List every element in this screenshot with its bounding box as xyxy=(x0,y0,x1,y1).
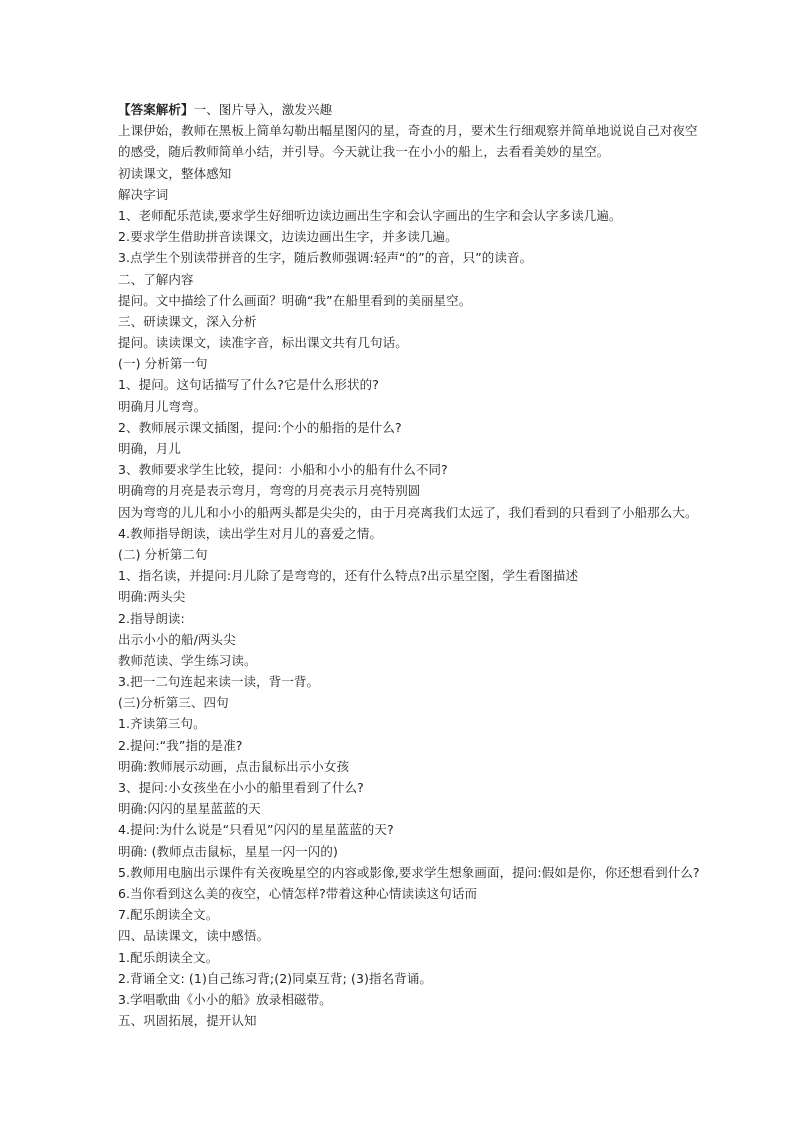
text-line: 2.要求学生借助拼音读课文，边读边画出生字，并多读几遍。 xyxy=(118,229,458,245)
text-line: 2、教师展示课文插图，提问:个小的船指的是什么? xyxy=(118,419,402,435)
text-line: 教师范读、学生练习读。 xyxy=(118,652,257,668)
text-line: 提问。读读课文，读准字音，标出课文共有几句话。 xyxy=(118,335,408,351)
text-line: 1、提问。这句话描写了什么?它是什么形状的? xyxy=(118,377,379,393)
text-line: 7.配乐朗读全文。 xyxy=(118,907,219,923)
text-line: 1、指名读，并提问:月儿除了是弯弯的，还有什么特点?出示星空图，学生看图描述 xyxy=(118,568,579,584)
text-line: 1、老师配乐范读,要求学生好细听边读边画出生字和会认字画出的生字和会认字多读几遍。 xyxy=(118,207,622,223)
document-body xyxy=(118,99,718,1031)
text-line: 2.背诵全文: (1)自己练习背;(2)同桌互背; (3)指名背诵。 xyxy=(118,970,433,986)
text-line: 6.当你看到这么美的夜空，心情怎样?带着这种心情读读这句话而 xyxy=(118,885,478,901)
text-line: 3、提问:小女孩坐在小小的船里看到了什么? xyxy=(118,780,364,795)
text-line: (三)分析第三、四句 xyxy=(118,695,229,711)
answer-heading xyxy=(118,99,718,120)
text-line: 4.教师指导朗读，读出学生对月儿的喜爱之情。 xyxy=(118,525,383,541)
text-line: 因为弯弯的儿儿和小小的船两头都是尖尖的，由于月亮离我们太远了，我们看到的只看到了小船那么大。 xyxy=(118,504,698,520)
text-line: 二、了解内容 xyxy=(118,271,194,287)
text-line: 1.配乐朗读全文。 xyxy=(118,949,219,965)
text-line: 5.教师用电脑出示课件有关夜晚星空的内容或影像,要求学生想象画面，提问:假如是你，你还想看到什么? xyxy=(118,864,700,880)
text-line: 2.指导朗读: xyxy=(118,610,185,626)
text-line: 提问。文中描绘了什么画面？明确“我”在船里看到的美丽星空。 xyxy=(118,292,472,308)
text-line: (二) 分析第二句 xyxy=(118,546,208,562)
text-line: 明确月儿弯弯。 xyxy=(118,398,207,414)
text-line: 明确:闪闪的星星蓝蓝的天 xyxy=(118,801,261,817)
text-line: 上课伊始，教师在黑板上简单勾勒出幅星图闪的星，奇查的月，要术生行细观察并简单地说说自己对夜空 xyxy=(118,123,698,139)
text-line: 明确:教师展示动画，点击鼠标出示小女孩 xyxy=(118,758,350,774)
text-line: 解决字词 xyxy=(118,186,169,202)
text-line: 初读课文，整体感知 xyxy=(118,165,232,181)
text-line: 1.齐读第三句。 xyxy=(118,716,206,732)
text-line: 五、巩固拓展，提开认知 xyxy=(118,1013,257,1029)
text-line: 2.提问:“我”指的是准? xyxy=(118,737,243,753)
text-line: 4.提问:为什么说是“只看见”闪闪的星星蓝蓝的天? xyxy=(118,822,394,838)
text-line: 四、品读课文，读中感悟。 xyxy=(118,928,270,944)
text-line: 明确: (教师点击鼠标，星星一闪一闪的) xyxy=(118,843,338,859)
text-line: (一) 分析第一句 xyxy=(118,356,208,372)
text-line: 明确，月儿 xyxy=(118,441,182,456)
answer-analysis-label: 【答案解析】 xyxy=(118,102,194,117)
text-line: 三、研读课文，深入分析 xyxy=(118,313,257,329)
section-title: 一、图片导入，激发兴趣 xyxy=(193,102,333,117)
text-line: 的感受，随后教师简单小结，并引导。今天就让我一在小小的船上，去看看美妙的星空。 xyxy=(118,144,610,160)
text-line: 明确弯的月亮是表示弯月，弯弯的月亮表示月亮特别圆 xyxy=(118,483,421,499)
text-line: 明确:两头尖 xyxy=(118,589,186,605)
text-line: 3.点学生个别读带拼音的生字，随后教师强调:轻声“的”的音，只”的读音。 xyxy=(118,250,533,266)
text-line: 3、教师要求学生比较，提问：小船和小小的船有什么不同? xyxy=(118,462,448,478)
text-line: 3.学唱歌曲《小小的船》放录相磁带。 xyxy=(118,991,332,1007)
text-line: 3.把一二句连起来读一读，背一背。 xyxy=(118,674,320,690)
text-line: 出示小小的船/两头尖 xyxy=(118,631,236,647)
